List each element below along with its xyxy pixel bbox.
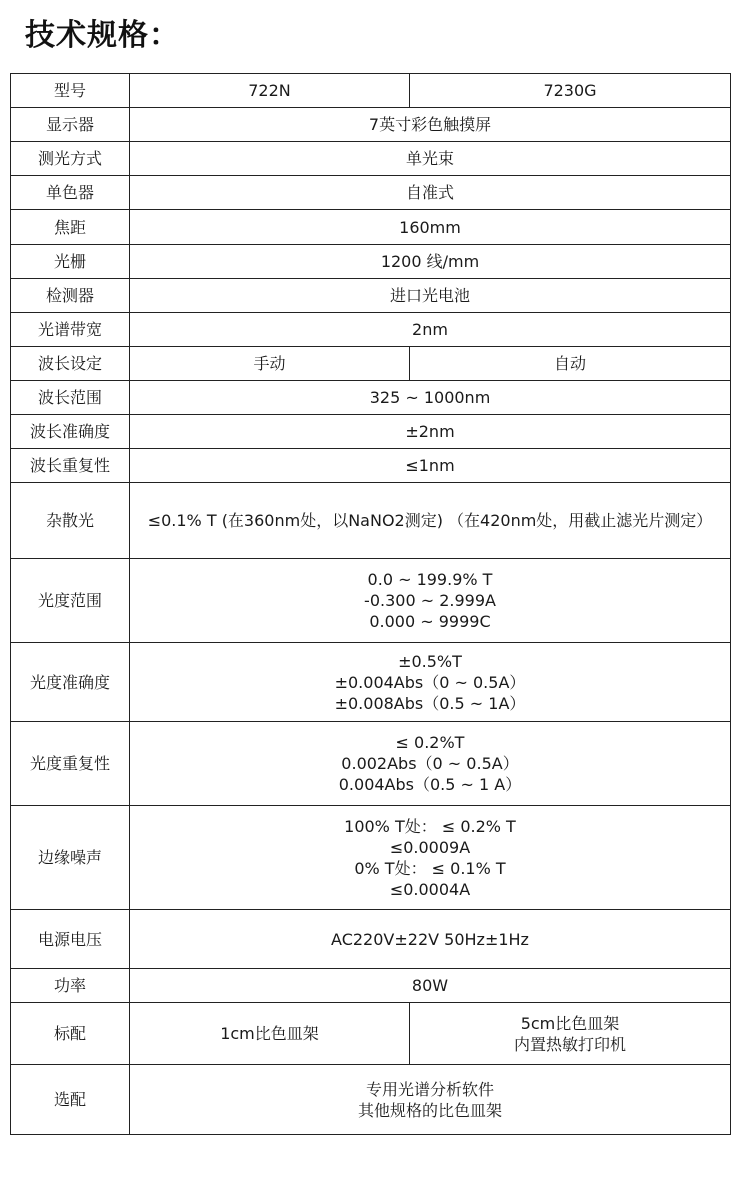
row-label: 光谱带宽 — [11, 313, 130, 347]
row-label: 标配 — [11, 1003, 130, 1065]
row-label: 杂散光 — [11, 483, 130, 559]
cell-value: 160mm — [130, 210, 731, 245]
value-line: 0.0 ~ 199.9% T — [367, 570, 493, 589]
table-row — [11, 722, 731, 806]
row-label: 光栅 — [11, 245, 130, 279]
row-label: 测光方式 — [11, 142, 130, 176]
row-label: 电源电压 — [11, 910, 130, 969]
value-line: 内置热敏打印机 — [513, 1034, 626, 1054]
row-label: 检测器 — [11, 279, 130, 313]
cell-value — [130, 806, 731, 910]
value-line: 专用光谱分析软件 — [365, 1079, 494, 1099]
table-row — [11, 643, 731, 722]
table-row — [11, 910, 731, 969]
row-label: 波长设定 — [11, 347, 130, 381]
row-label: 波长范围 — [11, 381, 130, 415]
cell-value: 自动 — [410, 347, 731, 381]
table-row — [11, 313, 731, 347]
table-row — [11, 415, 731, 449]
row-label: 波长重复性 — [11, 449, 130, 483]
value-line: 0.004Abs（0.5 ~ 1 A） — [338, 775, 522, 794]
value-line: 0% T处： ≤ 0.1% T — [354, 858, 506, 878]
table-row — [11, 210, 731, 245]
value-line: 5cm比色皿架 — [520, 1013, 620, 1033]
value-line: ≤0.0009A — [389, 837, 471, 857]
table-row — [11, 245, 731, 279]
row-label: 光度范围 — [11, 559, 130, 643]
value-line: 0.000 ~ 9999C — [369, 612, 491, 631]
cell-value — [410, 1003, 731, 1065]
value-line: ±0.5%T — [398, 651, 462, 671]
value-line: ±0.004Abs（0 ~ 0.5A） — [334, 672, 526, 692]
table-row — [11, 381, 731, 415]
page-title: 技术规格： — [25, 18, 180, 53]
cell-value: ≤0.1% T (在360nm处，以NaNO2测定) （在420nm处，用截止滤光片测定） — [130, 483, 731, 559]
spec-table — [10, 73, 731, 1135]
table-row — [11, 347, 731, 381]
table-row — [11, 1065, 731, 1135]
value-line: 100% T处： ≤ 0.2% T — [344, 816, 516, 836]
row-label: 边缘噪声 — [11, 806, 130, 910]
cell-value — [130, 559, 731, 643]
table-row — [11, 74, 731, 108]
row-label: 单色器 — [11, 176, 130, 210]
cell-value: 325 ~ 1000nm — [130, 381, 731, 415]
cell-value: AC220V±22V 50Hz±1Hz — [130, 910, 731, 969]
value-line: ≤0.0004A — [389, 879, 471, 899]
row-label: 光度重复性 — [11, 722, 130, 806]
cell-value: ≤1nm — [130, 449, 731, 483]
row-label: 波长准确度 — [11, 415, 130, 449]
table-row — [11, 176, 731, 210]
value-line: 0.002Abs（0 ~ 0.5A） — [341, 754, 519, 773]
cell-value: 1cm比色皿架 — [130, 1003, 410, 1065]
row-label: 型号 — [11, 74, 130, 108]
table-row — [11, 449, 731, 483]
cell-value: ±2nm — [130, 415, 731, 449]
table-row — [11, 108, 731, 142]
table-row — [11, 559, 731, 643]
cell-value: 2nm — [130, 313, 731, 347]
cell-value — [130, 643, 731, 722]
value-line: ≤ 0.2%T — [395, 733, 465, 752]
row-label: 焦距 — [11, 210, 130, 245]
cell-value: 手动 — [130, 347, 410, 381]
value-line: -0.300 ~ 2.999A — [364, 591, 496, 610]
cell-value: 单光束 — [130, 142, 731, 176]
table-row — [11, 483, 731, 559]
cell-value: 7英寸彩色触摸屏 — [130, 108, 731, 142]
value-line: ±0.008Abs（0.5 ~ 1A） — [334, 693, 526, 713]
cell-value — [130, 722, 731, 806]
row-label: 功率 — [11, 969, 130, 1003]
cell-value: 进口光电池 — [130, 279, 731, 313]
table-row — [11, 142, 731, 176]
row-label: 光度准确度 — [11, 643, 130, 722]
value-line: 其他规格的比色皿架 — [357, 1100, 502, 1120]
table-row — [11, 1003, 731, 1065]
cell-value: 722N — [130, 74, 410, 108]
cell-value: 1200 线/mm — [130, 245, 731, 279]
table-row — [11, 279, 731, 313]
cell-value: 7230G — [410, 74, 731, 108]
row-label: 显示器 — [11, 108, 130, 142]
cell-value: 自准式 — [130, 176, 731, 210]
table-row — [11, 806, 731, 910]
cell-value — [130, 1065, 731, 1135]
table-row — [11, 969, 731, 1003]
row-label: 选配 — [11, 1065, 130, 1135]
cell-value: 80W — [130, 969, 731, 1003]
